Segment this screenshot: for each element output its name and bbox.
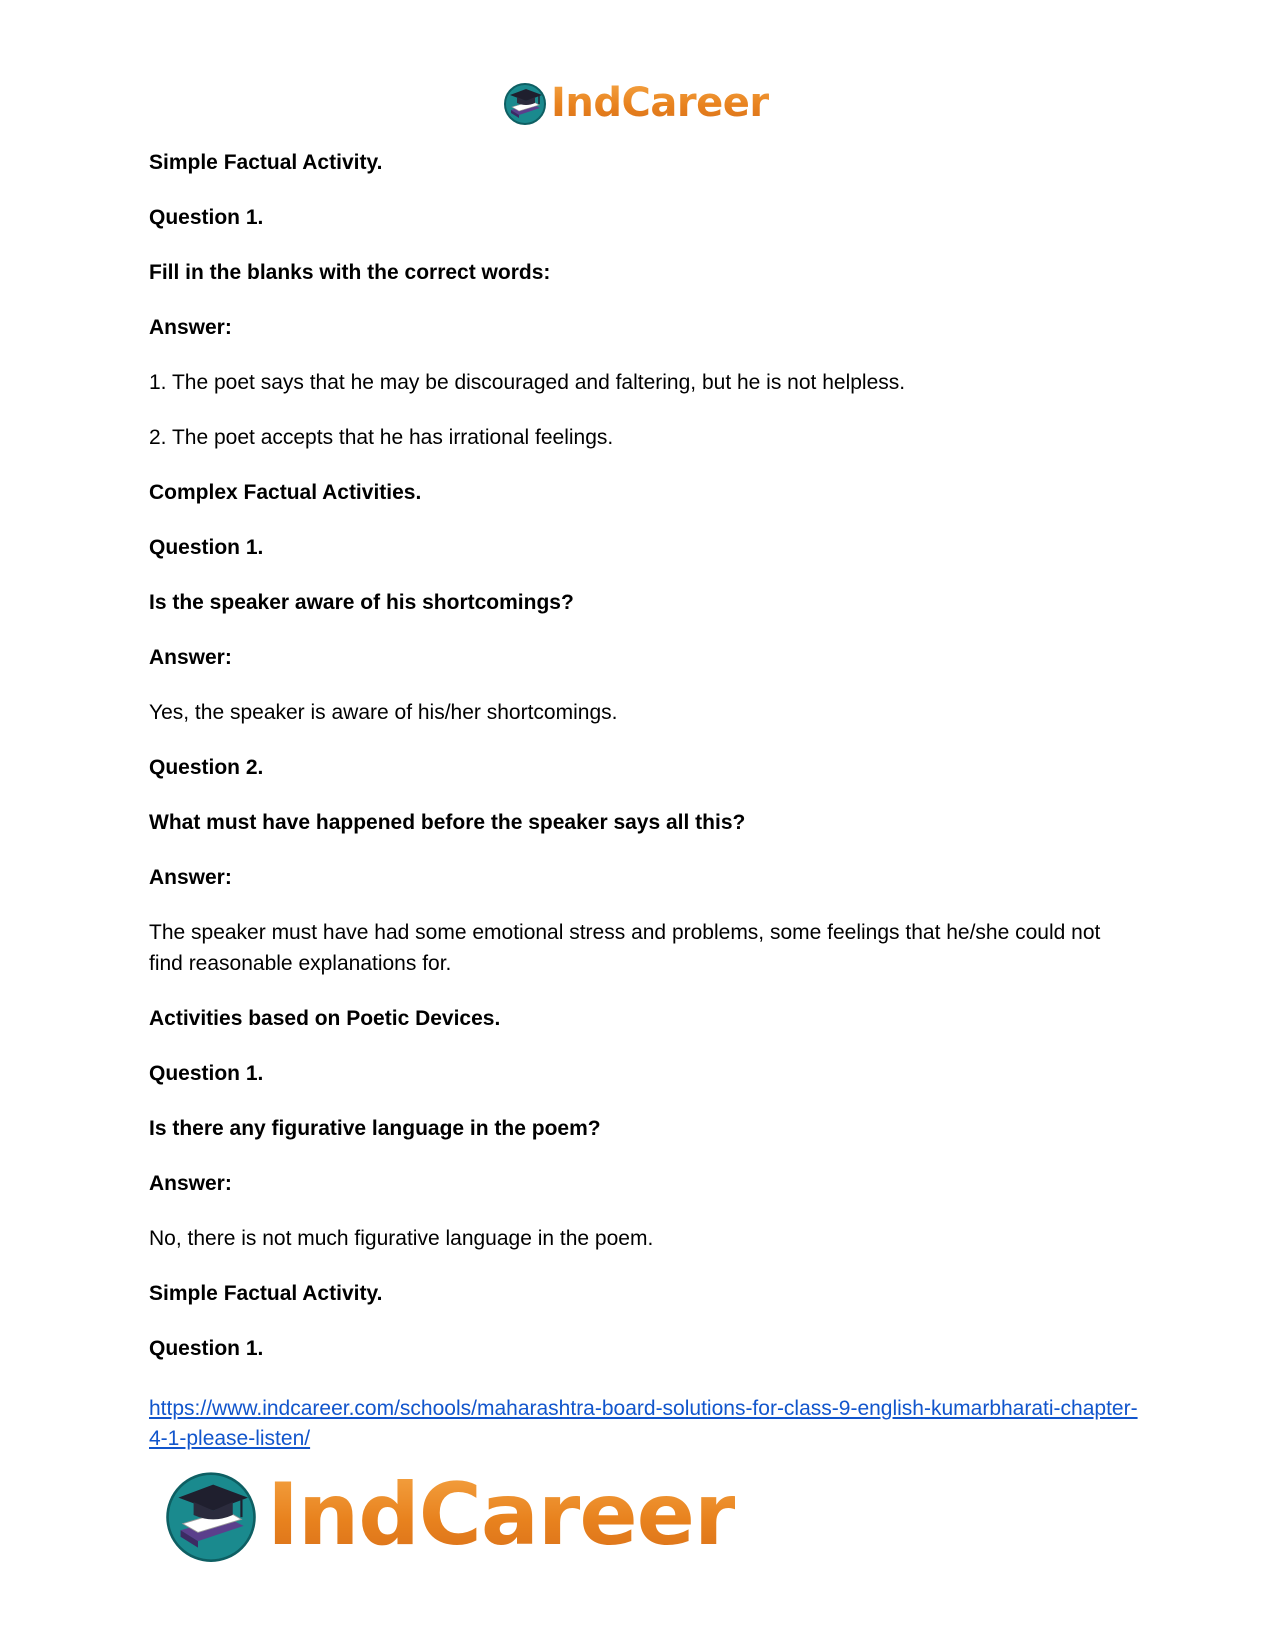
header-logo-text: IndCareer — [551, 80, 769, 126]
heading-line: Question 1. — [149, 1337, 264, 1360]
answer-text: 1. The poet says that he may be discouraged and faltering, but he is not helpless. — [149, 371, 906, 394]
answer-text: The speaker must have had some emotional stress and problems, some feelings that he/she could not find reasonable explanations for. — [149, 921, 1101, 975]
footer-logo — [161, 1465, 735, 1565]
header-logo — [502, 80, 769, 126]
heading-line: Question 1. — [149, 206, 264, 229]
heading-line: Simple Factual Activity. — [149, 1282, 383, 1305]
heading-line: Answer: — [149, 866, 232, 889]
heading-line: What must have happened before the speaker says all this? — [149, 811, 746, 834]
footer-logo-text: IndCareer — [267, 1465, 736, 1565]
source-link[interactable]: https://www.indcareer.com/schools/maharashtra-board-solutions-for-class-9-english-kumarbharati-chapter-4-1-please-listen/ — [149, 1397, 1138, 1450]
heading-line: Answer: — [149, 316, 232, 339]
answer-text: No, there is not much figurative language in the poem. — [149, 1227, 654, 1250]
heading-line: Is there any figurative language in the poem? — [149, 1117, 601, 1140]
heading-line: Simple Factual Activity. — [149, 151, 383, 174]
heading-line: Activities based on Poetic Devices. — [149, 1007, 501, 1030]
document-body — [149, 147, 1134, 1388]
graduation-book-icon — [502, 80, 548, 126]
heading-line: Is the speaker aware of his shortcomings? — [149, 591, 574, 614]
graduation-book-icon — [161, 1465, 261, 1565]
heading-line: Answer: — [149, 1172, 232, 1195]
heading-line: Complex Factual Activities. — [149, 481, 422, 504]
heading-line: Answer: — [149, 646, 232, 669]
heading-line: Fill in the blanks with the correct words: — [149, 261, 551, 284]
answer-text: 2. The poet accepts that he has irrational feelings. — [149, 426, 614, 449]
answer-text: Yes, the speaker is aware of his/her shortcomings. — [149, 701, 618, 724]
heading-line: Question 2. — [149, 756, 264, 779]
heading-line: Question 1. — [149, 536, 264, 559]
heading-line: Question 1. — [149, 1062, 264, 1085]
